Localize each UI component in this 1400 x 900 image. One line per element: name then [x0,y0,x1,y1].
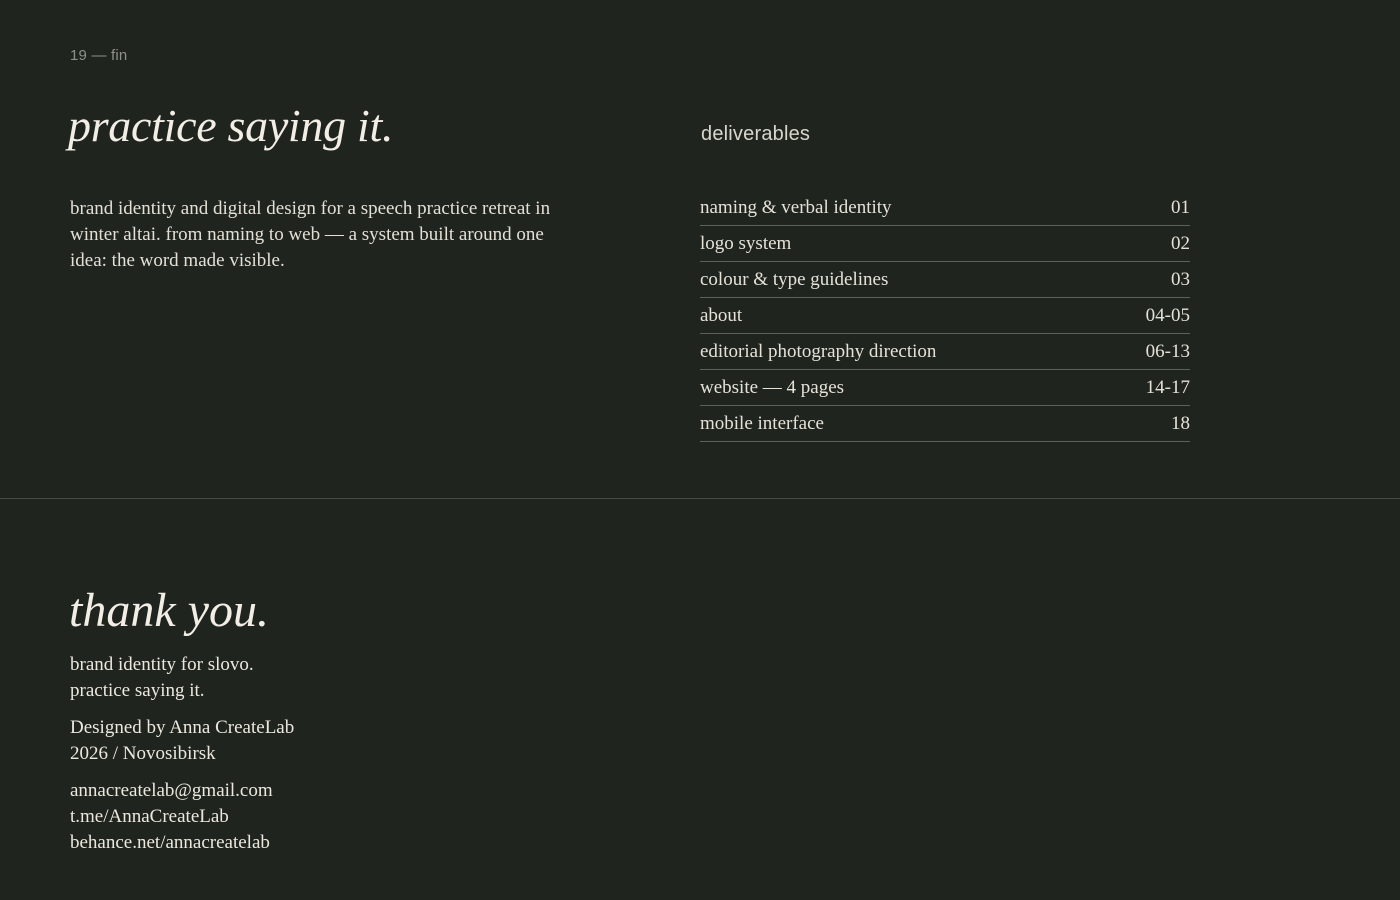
deliverable-pages: 06-13 [1145,340,1190,362]
deliverable-pages: 04-05 [1145,304,1190,326]
deliverable-pages: 03 [1171,268,1190,290]
behance-link[interactable]: behance.net/annacreatelab [70,832,270,853]
deliverable-pages: 02 [1171,232,1190,254]
tagline-line: practice saying it. [70,680,205,701]
thank-you-title: thank you. [69,584,269,637]
deliverable-label: logo system [700,232,792,254]
deliverable-item [700,190,1190,226]
deliverables-list [700,190,1190,442]
deliverable-item [700,226,1190,262]
deliverable-pages: 01 [1171,196,1190,218]
telegram-link[interactable]: t.me/AnnaCreateLab [70,806,229,827]
deliverable-item [700,262,1190,298]
deliverable-label: about [700,304,743,326]
deliverable-item [700,298,1190,334]
contact-block [70,778,273,856]
year-location: 2026 / Novosibirsk [70,743,216,764]
deliverable-label: mobile interface [700,412,824,434]
deliverable-label: naming & verbal identity [700,196,892,218]
deliverable-pages: 14-17 [1145,376,1190,398]
tagline-line: brand identity for slovo. [70,654,254,675]
credit-block [70,715,294,767]
deliverable-label: website — 4 pages [700,376,845,398]
deliverable-label: colour & type guidelines [700,268,889,290]
deliverable-item [700,334,1190,370]
deliverable-item [700,406,1190,442]
headline: practice saying it. [68,100,394,151]
page-label: 19 — fin [70,47,128,64]
deliverable-item [700,370,1190,406]
tagline-block [70,652,254,704]
deliverable-label: editorial photography direction [700,340,937,362]
deliverable-pages: 18 [1171,412,1190,434]
designer-credit: Designed by Anna CreateLab [70,717,295,738]
section-divider [0,498,1400,499]
email-link[interactable]: annacreatelab@gmail.com [70,780,273,801]
deliverables-heading: deliverables [701,123,811,145]
project-description: brand identity and digital design for a speech practice retreat in winter altai. from naming to web — a system built around one idea: the word made visible. [70,198,551,271]
